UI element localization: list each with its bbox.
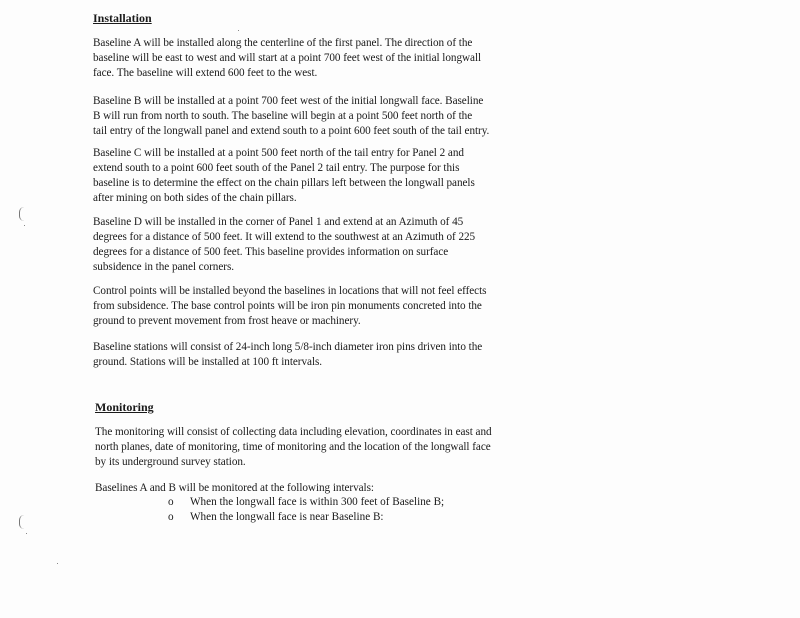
text-line: Baseline D will be installed in the corner of Panel 1 and extend at an Azimuth of 45 — [93, 216, 464, 228]
text-line: ground. Stations will be installed at 100 ft intervals. — [93, 356, 323, 368]
punch-hole-mark — [19, 515, 24, 529]
text-line: north planes, date of monitoring, time of monitoring and the location of the longwall face — [95, 441, 491, 453]
text-line: subsidence in the panel corners. — [93, 261, 234, 273]
text-line: from subsidence. The base control points will be iron pin monuments concreted into the — [93, 300, 482, 312]
installation-heading: Installation — [93, 11, 152, 25]
interval-list — [168, 495, 445, 525]
paragraph-monitoring-intro — [95, 425, 492, 470]
list-item — [168, 510, 444, 525]
paragraph-baseline-b — [93, 94, 489, 139]
paragraph-control-points — [93, 284, 486, 329]
paragraph-baseline-c — [93, 146, 475, 206]
scan-speck — [26, 533, 27, 534]
text-line: The monitoring will consist of collecting data including elevation, coordinates in east and — [95, 426, 492, 438]
text-line: Baseline C will be installed at a point 500 feet north of the tail entry for Panel 2 and — [93, 147, 464, 159]
punch-hole-mark — [19, 207, 24, 221]
bullet-icon: o — [168, 511, 174, 523]
text-line: Baselines A and B will be monitored at the following intervals: — [95, 482, 374, 494]
paragraph-baseline-a — [93, 36, 481, 81]
paragraph-baseline-stations — [93, 340, 482, 370]
paragraph-monitoring-intervals — [95, 481, 374, 496]
text-line: tail entry of the longwall panel and extend south to a point 600 feet south of the tail entry. — [93, 125, 490, 137]
text-line: B will run from north to south. The baseline will begin at a point 500 feet north of the — [93, 110, 473, 122]
text-line: Baseline A will be installed along the centerline of the first panel. The direction of the — [93, 37, 473, 49]
list-item-text: When the longwall face is within 300 feet of Baseline B; — [190, 496, 445, 508]
text-line: degrees for a distance of 500 feet. It will extend to the southwest at an Azimuth of 225 — [93, 231, 476, 243]
list-item — [168, 495, 445, 510]
scan-speck — [24, 225, 25, 226]
text-line: after mining on both sides of the chain pillars. — [93, 192, 297, 204]
scan-speck — [57, 563, 58, 564]
monitoring-heading: Monitoring — [95, 400, 154, 414]
paragraph-baseline-d — [93, 215, 475, 275]
text-line: Baseline B will be installed at a point 700 feet west of the initial longwall face. Baseline — [93, 95, 484, 107]
text-line: degrees for a distance of 500 feet. This baseline provides information on surface — [93, 246, 449, 258]
text-line: ground to prevent movement from frost heave or machinery. — [93, 315, 361, 327]
text-line: by its underground survey station. — [95, 456, 246, 468]
text-line: Control points will be installed beyond the baselines in locations that will not feel effects — [93, 285, 487, 297]
text-line: baseline will be east to west and will start at a point 700 feet west of the initial longwall — [93, 52, 482, 64]
text-line: Baseline stations will consist of 24-inch long 5/8-inch diameter iron pins driven into the — [93, 341, 483, 353]
list-item-text: When the longwall face is near Baseline B: — [190, 511, 384, 523]
text-line: extend south to a point 600 feet south of the Panel 2 tail entry. The purpose for this — [93, 162, 460, 174]
text-line: baseline is to determine the effect on the chain pillars left between the longwall panels — [93, 177, 475, 189]
bullet-icon: o — [168, 496, 174, 508]
text-line: face. The baseline will extend 600 feet to the west. — [93, 67, 318, 79]
scan-speck — [238, 30, 239, 31]
